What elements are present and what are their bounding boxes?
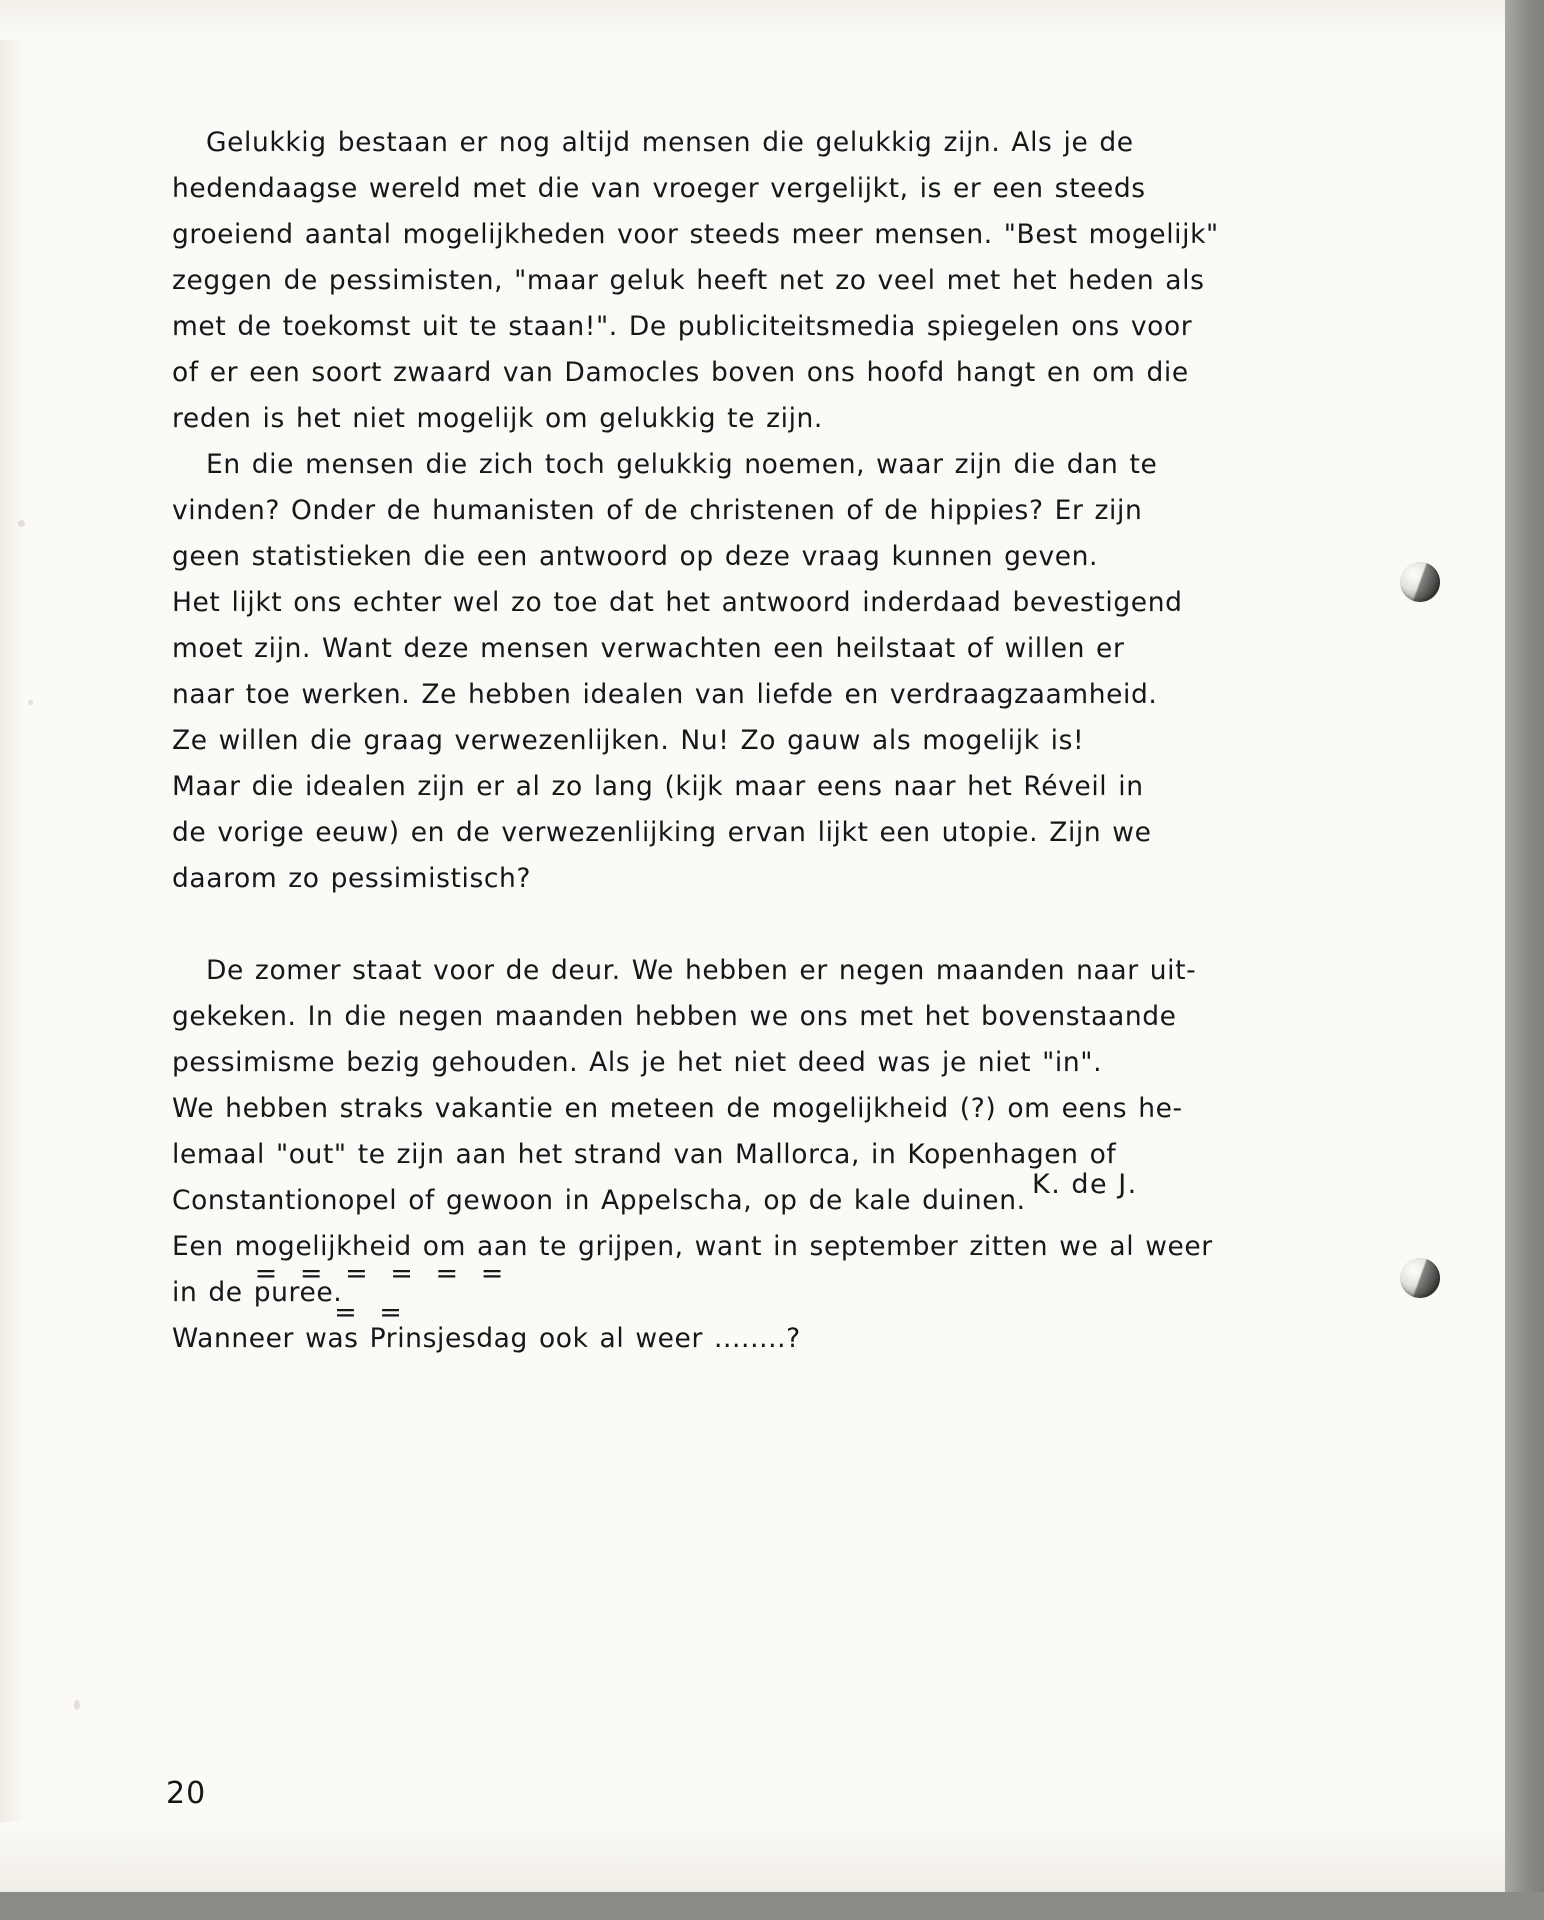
text-line: naar toe werken. Ze hebben idealen van liefde en verdraagzaamheid. — [172, 679, 1158, 710]
text-line: de vorige eeuw) en de verwezenlijking ervan lijkt een utopie. Zijn we — [172, 817, 1152, 848]
text-line: Maar die idealen zijn er al zo lang (kijk maar eens naar het Réveil in — [172, 771, 1144, 802]
text-line: Het lijkt ons echter wel zo toe dat het antwoord inderdaad bevestigend — [172, 587, 1183, 618]
page-top-shading — [0, 0, 1505, 40]
punch-hole-icon — [1400, 1258, 1440, 1298]
page-bottom-shading — [0, 1822, 1505, 1892]
text-line: gekeken. In die negen maanden hebben we ons met het bovenstaande — [172, 1001, 1177, 1032]
text-line: met de toekomst uit te staan!". De publiciteitsmedia spiegelen ons voor — [172, 311, 1193, 342]
page-number: 20 — [166, 1776, 207, 1811]
scan-speck — [28, 700, 33, 705]
text-line: geen statistieken die een antwoord op deze vraag kunnen geven. — [172, 541, 1099, 572]
text-line: Constantionopel of gewoon in Appelscha, op de kale duinen. — [172, 1185, 1026, 1216]
paragraph-2 — [172, 442, 1352, 902]
punch-hole-icon — [1400, 562, 1440, 602]
text-line: Gelukkig bestaan er nog altijd mensen die gelukkig zijn. Als je de — [206, 127, 1134, 158]
text-line: groeiend aantal mogelijkheden voor steeds meer mensen. "Best mogelijk" — [172, 219, 1219, 250]
text-line: En die mensen die zich toch gelukkig noemen, waar zijn die dan te — [206, 449, 1158, 480]
page-left-shading — [0, 0, 26, 1892]
scan-speck — [18, 520, 25, 527]
paragraph-1 — [172, 120, 1352, 442]
author-signature: K. de J. — [1032, 1169, 1138, 1200]
text-line: daarom zo pessimistisch? — [172, 863, 532, 894]
text-line: Wanneer was Prinsjesdag ook al weer ........? — [172, 1323, 801, 1354]
page-right-edge — [1505, 0, 1544, 1920]
text-line: hedendaagse wereld met die van vroeger vergelijkt, is er een steeds — [172, 173, 1146, 204]
article-body — [172, 120, 1352, 1362]
text-line: lemaal "out" te zijn aan het strand van Mallorca, in Kopenhagen of — [172, 1139, 1117, 1170]
divider-line-2: = = — [334, 1297, 409, 1328]
text-line: of er een soort zwaard van Damocles boven ons hoofd hangt en om die — [172, 357, 1189, 388]
text-line: moet zijn. Want deze mensen verwachten een heilstaat of willen er — [172, 633, 1125, 664]
page-bottom-edge — [0, 1892, 1544, 1920]
text-line: Een mogelijkheid om aan te grijpen, want in september zitten we al weer — [172, 1231, 1213, 1262]
text-line: zeggen de pessimisten, "maar geluk heeft net zo veel met het heden als — [172, 265, 1205, 296]
paragraph-spacer — [172, 902, 1352, 948]
text-line: Ze willen die graag verwezenlijken. Nu! Zo gauw als mogelijk is! — [172, 725, 1085, 756]
punch-hole-shadow — [1400, 1258, 1440, 1298]
text-line: pessimisme bezig gehouden. Als je het niet deed was je niet "in". — [172, 1047, 1103, 1078]
scan-speck — [74, 1700, 80, 1710]
text-line: vinden? Onder de humanisten of de christenen of de hippies? Er zijn — [172, 495, 1143, 526]
text-line: De zomer staat voor de deur. We hebben er negen maanden naar uit- — [206, 955, 1197, 986]
punch-hole-shadow — [1400, 562, 1440, 602]
text-line: reden is het niet mogelijk om gelukkig te zijn. — [172, 403, 823, 434]
text-line: We hebben straks vakantie en meteen de mogelijkheid (?) om eens he- — [172, 1093, 1183, 1124]
section-divider — [0, 1258, 1505, 1328]
text-line: in de puree. — [172, 1277, 343, 1308]
divider-line-1: = = = = = = — [254, 1258, 511, 1289]
